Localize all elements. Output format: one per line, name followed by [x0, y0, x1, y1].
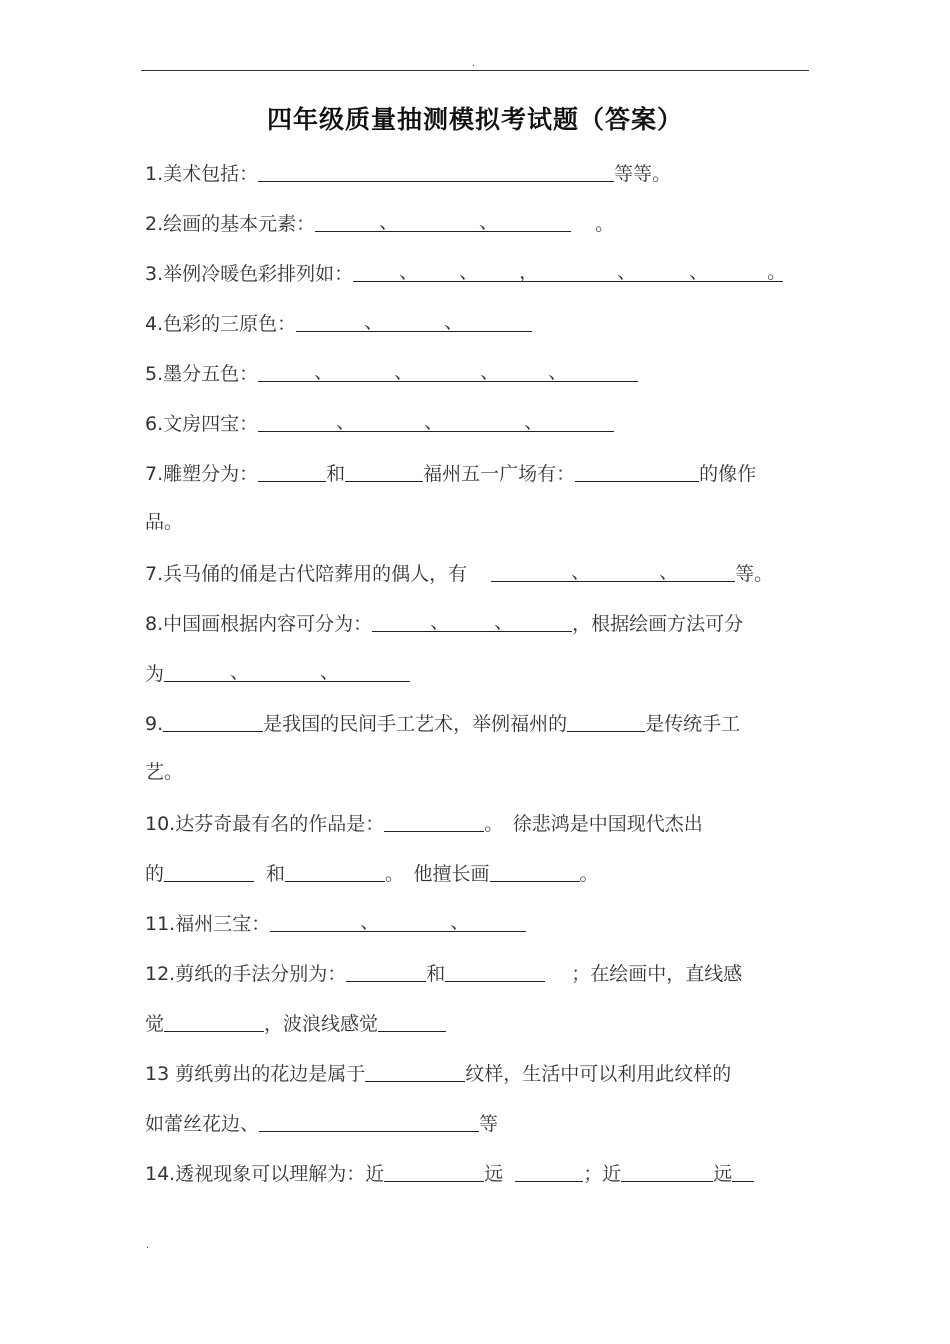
question-12-cont: 觉 ，波浪线感觉: [145, 1007, 446, 1037]
answer-blank[interactable]: 、 、 、: [258, 409, 614, 432]
question-8-cont: 为 、 、: [145, 657, 410, 687]
answer-blank[interactable]: [378, 1009, 446, 1032]
answer-blank[interactable]: 、 、: [270, 909, 526, 932]
answer-blank[interactable]: [621, 1159, 713, 1182]
answer-blank[interactable]: [445, 959, 545, 982]
answer-blank[interactable]: 、 、: [372, 609, 572, 632]
answer-blank[interactable]: [346, 959, 426, 982]
question-13-cont: 如蕾丝花边、 等: [145, 1107, 498, 1137]
answer-blank[interactable]: [732, 1159, 754, 1182]
question-6: 6.文房四宝： 、 、 、: [145, 407, 614, 437]
question-8: 8.中国画根据内容可分为： 、 、 ，根据绘画方法可分: [145, 611, 744, 635]
answer-blank[interactable]: 、 、: [491, 559, 735, 582]
question-11: 11.福州三宝： 、 、: [145, 907, 526, 937]
answer-blank[interactable]: [384, 809, 484, 832]
header-rule: [141, 70, 809, 71]
question-14: 14.透视现象可以理解为：近 远 ；近 远: [145, 1157, 754, 1187]
answer-blank[interactable]: [567, 709, 645, 732]
question-5: 5.墨分五色： 、 、 、 、: [145, 357, 638, 387]
answer-blank[interactable]: [365, 1059, 465, 1082]
question-13: 13 剪纸剪出的花边是属于 纹样，生活中可以利用此纹样的: [145, 1057, 731, 1087]
answer-blank[interactable]: [515, 1159, 583, 1182]
footer-dot: .: [146, 1240, 150, 1251]
question-4: 4.色彩的三原色： 、 、: [145, 307, 532, 337]
question-12: 12.剪纸的手法分别为： 和 ；在绘画中，直线感: [145, 957, 742, 987]
answer-blank[interactable]: [490, 859, 580, 882]
answer-blank[interactable]: [258, 159, 614, 182]
answer-blank[interactable]: 、 、 、 、: [258, 359, 638, 382]
answer-blank[interactable]: [164, 1009, 264, 1032]
answer-blank[interactable]: [345, 459, 423, 482]
question-10-cont: 的 和 。 他擅长画 。: [145, 857, 599, 887]
header-dot: .: [472, 58, 476, 69]
answer-blank[interactable]: [258, 459, 326, 482]
question-7-sculpture: 7.雕塑分为： 和 福州五一广场有： 的像作: [145, 457, 756, 487]
page-title: 四年级质量抽测模拟考试题（答案）: [266, 105, 683, 134]
question-9-cont: 艺。: [145, 761, 184, 783]
question-7-sculpture-cont: 品。: [145, 511, 184, 533]
question-7-terracotta: 7.兵马俑的俑是古代陪葬用的偶人，有 、 、 等。: [145, 561, 774, 585]
question-9: 9. 是我国的民间手工艺术，举例福州的 是传统手工: [145, 707, 740, 737]
answer-blank[interactable]: [384, 1159, 484, 1182]
answer-blank[interactable]: [259, 1109, 479, 1132]
question-2: 2.绘画的基本元素： 、 、 。: [145, 211, 615, 235]
question-3: 3.举例冷暖色彩排列如： 、 、 ， 、 、 。: [145, 261, 787, 285]
answer-blank[interactable]: [575, 459, 699, 482]
answer-blank[interactable]: [285, 859, 385, 882]
answer-blank[interactable]: 、 、: [164, 659, 410, 682]
answer-blank[interactable]: 、 、: [296, 309, 532, 332]
question-10: 10.达芬奇最有名的作品是： 。 徐悲鸿是中国现代杰出: [145, 807, 703, 837]
answer-blank[interactable]: [164, 859, 254, 882]
answer-blank[interactable]: 、 、 ， 、 、 。: [353, 259, 783, 282]
answer-blank[interactable]: [163, 709, 263, 732]
question-1: 1.美术包括： 等等。: [145, 157, 671, 187]
answer-blank[interactable]: 、 、: [315, 209, 571, 232]
